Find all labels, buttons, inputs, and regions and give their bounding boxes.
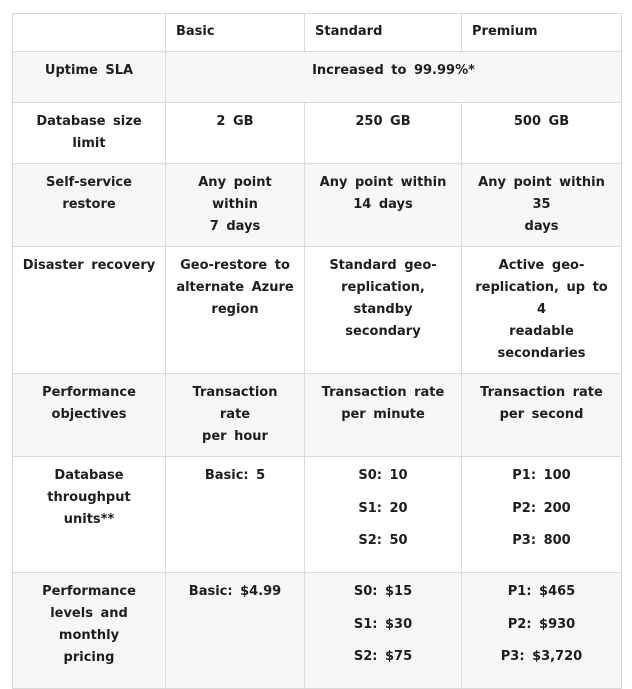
pricing-premium-value: P1: $465 — [507, 584, 576, 599]
throughput-units-row — [13, 457, 622, 573]
restore-standard — [305, 164, 462, 247]
pricing-label-line: pricing — [63, 650, 115, 665]
performance-objectives-label — [13, 374, 166, 457]
pricing-label — [13, 573, 166, 689]
restore-basic-line: Any point within — [198, 175, 272, 212]
pricing-premium-value: P3: $3,720 — [500, 649, 583, 664]
restore-basic-line: 7 days — [209, 219, 261, 234]
service-tier-comparison-table — [12, 13, 622, 689]
disaster-premium-line: replication, up to 4 — [475, 280, 608, 317]
pricing-basic-value: Basic: $4.99 — [188, 584, 282, 599]
disaster-premium-line: Active geo- — [498, 258, 585, 273]
perf-obj-standard-line: per minute — [341, 407, 425, 422]
restore-standard-line: Any point within — [319, 175, 447, 190]
dtu-standard-value: S0: 10 — [358, 468, 408, 483]
disaster-basic-line: alternate Azure — [176, 280, 294, 295]
pricing-label-line: levels and monthly — [50, 606, 128, 643]
disaster-recovery-row — [13, 247, 622, 374]
disaster-premium-line: readable secondaries — [497, 324, 586, 361]
database-size-standard: 250 GB — [305, 103, 462, 164]
dtu-standard-value: S1: 20 — [358, 500, 408, 516]
restore-premium-line: days — [524, 219, 559, 234]
dtu-label-line: throughput units** — [47, 490, 131, 527]
dtu-premium-value: P1: 100 — [512, 468, 571, 483]
perf-obj-basic-line: Transaction rate — [192, 385, 278, 422]
disaster-standard-line: replication, standby — [341, 280, 425, 317]
database-size-basic: 2 GB — [166, 103, 305, 164]
restore-premium-line: Any point within 35 — [478, 175, 605, 212]
perf-obj-premium-line: Transaction rate — [480, 385, 603, 400]
disaster-basic-line: region — [211, 302, 259, 317]
uptime-value: Increased to 99.99%* — [166, 52, 622, 103]
database-size-row — [13, 103, 622, 164]
perf-obj-standard-line: Transaction rate — [321, 385, 445, 400]
perf-obj-label-line: Performance — [42, 385, 136, 400]
header-blank-cell — [13, 14, 166, 52]
restore-basic — [166, 164, 305, 247]
restore-standard-line: 14 days — [353, 197, 413, 212]
pricing-label-line: Performance — [42, 584, 136, 599]
pricing-standard-value: S0: $15 — [353, 584, 413, 599]
performance-objectives-basic — [166, 374, 305, 457]
throughput-units-label — [13, 457, 166, 573]
throughput-units-standard — [305, 457, 462, 573]
disaster-standard-line: Standard geo- — [329, 258, 437, 273]
restore-label — [13, 164, 166, 247]
disaster-basic-line: Geo-restore to — [180, 258, 290, 273]
dtu-basic-value: Basic: 5 — [204, 468, 266, 483]
pricing-standard — [305, 573, 462, 689]
performance-objectives-row — [13, 374, 622, 457]
restore-premium — [462, 164, 622, 247]
disaster-recovery-premium — [462, 247, 622, 374]
performance-objectives-standard — [305, 374, 462, 457]
perf-obj-label-line: objectives — [51, 407, 127, 422]
throughput-units-basic — [166, 457, 305, 573]
pricing-row — [13, 573, 622, 689]
header-basic: Basic — [166, 14, 305, 52]
restore-label-line: Self-service — [46, 175, 132, 190]
disaster-recovery-label: Disaster recovery — [13, 247, 166, 374]
restore-row — [13, 164, 622, 247]
pricing-standard-value: S1: $30 — [353, 616, 413, 632]
throughput-units-premium — [462, 457, 622, 573]
perf-obj-basic-line: per hour — [202, 429, 268, 444]
pricing-standard-value: S2: $75 — [353, 649, 413, 664]
restore-label-line: restore — [62, 197, 116, 212]
database-size-premium: 500 GB — [462, 103, 622, 164]
dtu-label-line: Database — [54, 468, 124, 483]
pricing-basic — [166, 573, 305, 689]
pricing-premium-value: P2: $930 — [507, 616, 576, 632]
disaster-recovery-basic — [166, 247, 305, 374]
uptime-row — [13, 52, 622, 103]
dtu-premium-value: P2: 200 — [512, 500, 571, 516]
uptime-label: Uptime SLA — [13, 52, 166, 103]
disaster-standard-line: secondary — [345, 324, 421, 339]
disaster-recovery-standard — [305, 247, 462, 374]
header-row — [13, 14, 622, 52]
dtu-standard-value: S2: 50 — [358, 533, 408, 548]
database-size-label: Database size limit — [13, 103, 166, 164]
header-standard: Standard — [305, 14, 462, 52]
pricing-premium — [462, 573, 622, 689]
header-premium: Premium — [462, 14, 622, 52]
performance-objectives-premium — [462, 374, 622, 457]
perf-obj-premium-line: per second — [499, 407, 584, 422]
dtu-premium-value: P3: 800 — [512, 533, 571, 548]
